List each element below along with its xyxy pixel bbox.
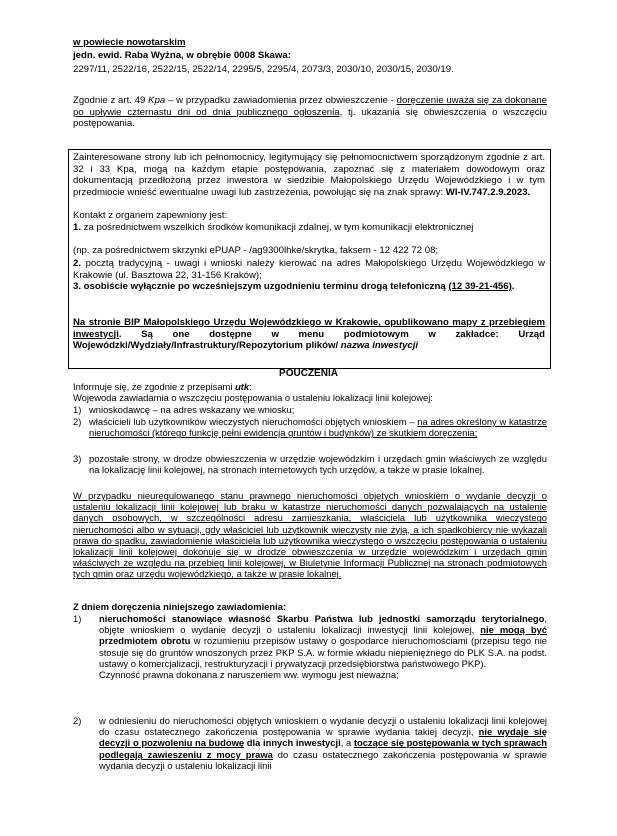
case-number: WI-IV.747.2.9.2023.: [445, 186, 531, 198]
list-item: 1) nieruchomości stanowiące własność Skarbu Państwa lub jednostki samorządu terytorialnego, objęte wnioskiem o wydanie decyzji o ustaleniu lokalizacji inwestycji linii kolejowej, nie mogą być przedmiotem obrotu w rozumieniu przepisów ustawy o gospodarce nieruchomościami (przepisu tego nie stosuje się do gruntów wnoszonych przez PKP S.A. w formie wkładu niepieniężnego do PLK S.A. na podst. ustawy o komercjalizacji, restrukturyzacji i prywatyzacji przedsiębiorstwa państwowego PKP). Czynność prawna dokonana z naruszeniem ww. wymogu jest nieważna;: [73, 613, 547, 681]
list-item: 2) właścicieli lub użytkowników wieczystych nieruchomości objętych wnioskiem – na adres określony w katastrze nieruchomości (którego funkcję pełni ewidencja gruntów i budynków) ze skutkiem doręczenia;: [73, 416, 547, 439]
header-line-2: jedn. ewid. Raba Wyżna, w obrębie 0008 Skawa:: [73, 50, 291, 61]
list-item: 1) wnioskodawcę – na adres wskazany we wniosku;: [73, 404, 295, 415]
pouczenia-intro: Informuje się, że zgodnie z przepisami utk:: [73, 381, 252, 392]
contact-heading: Kontakt z organem zapewniony jest:: [73, 210, 228, 221]
bip-info: Na stronie BIP Małopolskiego Urzędu Wojewódzkiego w Krakowie, opublikowano mapy z przebiegiem inwestycji. Są one dostępne w menu podmiotowym w zakładce: Urząd Wojewódzki/Wydziały/Infrastruktury/Repozytorium plików/ nazwa inwestycji: [73, 317, 545, 351]
list-item: 2) w odniesieniu do nieruchomości objętych wnioskiem o wydanie decyzji o ustaleniu lokalizacji linii kolejowej do czasu ostatecznego zakończenia postępowania w sprawie wydania takiej decyzji, nie wydaje się decyzji o pozwoleniu na budowę dla innych inwestycji, a toczące się postępowania w tych sprawach podlegają zawieszeniu z mocy prawa do czasu ostatecznego zakończenia postępowania w sprawie wydania decyzji o ustaleniu lokalizacji linii: [73, 715, 548, 771]
unregulated-paragraph: W przypadku nieuregulowanego stanu prawnego nieruchomości objętych wnioskiem o wydanie decyzji o ustaleniu lokalizacji linii kolejowej lub braku w katastrze nieruchomości danych pozwalających na ustalenie danych osobowych, w szczególności adresu zamieszkania, właściciela lub użytkownika wieczystego nieruchomości albo w sytuacji, gdy właściciel lub użytkownik wieczysty nie żyją, a ich spadkobiercy nie wykazali prawa do spadku, zawiadomienie właściciela lub użytkownika wieczystego o wszczęciu postępowania o ustaleniu lokalizacji linii kolejowej dokonuje się w drodze obwieszczenia w urzędzie wojewódzkim i urzędach gmin właściwych ze względu na przebieg linii kolejowej, w Biuletynie Informacji Publicznej na stronach podmiotowych tych gmin oraz urzędu wojewódzkiego, a także w prasie lokalnej.: [73, 490, 547, 580]
pouczenia-title: POUCZENIA: [279, 368, 338, 379]
parcel-list: 2297/11, 2522/16, 2522/15, 2522/14, 2295/5, 2295/4, 2073/3, 2030/10, 2030/15, 2030/19.: [73, 64, 454, 75]
contact-item-2: 2. pocztą tradycyjną - uwagi i wnioski należy kierować na adres Małopolskiego Urzędu Wojewódzkiego w Krakowie (ul. Basztowa 22, 31-156 Kraków);: [73, 258, 545, 281]
delivery-paragraph: Zgodnie z art. 49 Kpa – w przypadku zawiadomienia przez obwieszczenie - doręczenie uważa się za dokonane po upływie czternastu dni od dnia publicznego ogłoszenia, tj. ukazania się obwieszczenia o wszczęciu postępowania.: [73, 95, 547, 129]
phone-number: (12 39-21-456): [448, 281, 512, 292]
contact-item-1: 1. za pośrednictwem wszelkich środków komunikacji zdalnej, w tym komunikacji elektronicznej: [73, 222, 474, 233]
contact-item-3: 3. osobiście wyłącznie po wcześniejszym uzgodnieniu terminu drogą telefoniczną (12 39-21-456).: [73, 281, 515, 292]
contact-item-1-note: (np. za pośrednictwem skrzynki ePUAP - /ag9300lhke/skrytka, faksem - 12 422 72 08;: [73, 245, 439, 256]
delivery-effects-title: Z dniem doręczenia niniejszego zawiadomienia:: [73, 601, 287, 612]
header-line-1: w powiecie nowotarskim: [73, 37, 186, 48]
box-intro: Zainteresowane strony lub ich pełnomocnicy, legitymujący się pełnomocnictwem sporządzonym zgodnie z art. 32 i 33 Kpa, mogą na każdym etapie postępowania, zapoznać się z materiałem dowodowym oraz dokumentacją przedłożoną przez inwestora w siedzibie Małopolskiego Urzędu Wojewódzkiego i w tym przedmiocie wnieść ewentualne uwagi lub zastrzeżenia, powołując się na znak sprawy: WI-IV.747.2.9.2023.: [73, 152, 545, 198]
list-item: 3) pozostałe strony, w drodze obwieszczenia w urzędzie wojewódzkim i urzędach gmin właściwych ze względu na lokalizację linii kolejowej, na stronach internetowych tych urzędów, a także w prasie lokalnej.: [73, 453, 547, 476]
pouczenia-line-2: Wojewoda zawiadamia o wszczęciu postępowania o ustaleniu lokalizacji linii kolejowej:: [73, 392, 433, 403]
